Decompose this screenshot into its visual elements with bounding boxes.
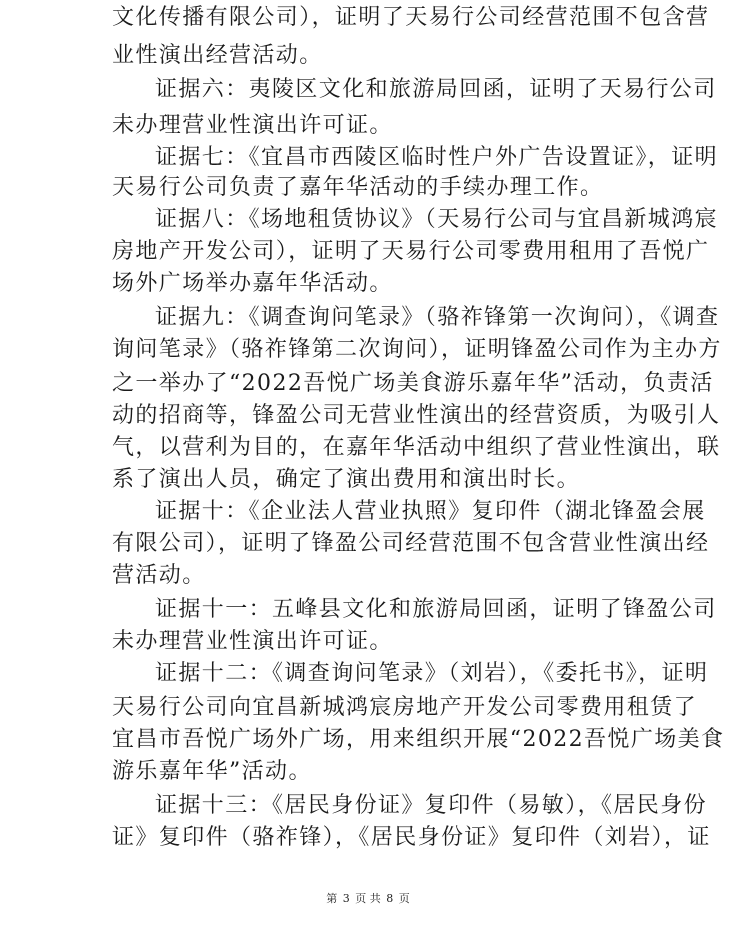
page-suffix: 页 — [398, 892, 410, 905]
text-line: 未办理营业性演出许可证。 — [112, 629, 393, 654]
text-line: 场外广场举办嘉年华活动。 — [112, 271, 393, 296]
text-line: 证据六：夷陵区文化和旅游局回函，证明了天易行公司 — [155, 77, 717, 102]
text-line: 证》复印件（骆祚锋），《居民身份证》复印件（刘岩），证 — [112, 825, 711, 850]
text-line: 未办理营业性演出许可证。 — [112, 113, 393, 138]
text-line: 营活动。 — [112, 563, 206, 588]
text-line: 之一举办了“2022吾悦广场美食游乐嘉年华”活动，负责活 — [112, 371, 714, 396]
text-line: 宜昌市吾悦广场外广场，用来组织开展“2022吾悦广场美食 — [112, 727, 725, 752]
page-prefix: 第 — [326, 892, 338, 905]
text-line: 证据十二：《调查询问笔录》（刘岩），《委托书》，证明 — [155, 661, 709, 686]
text-line: 业性演出经营活动。 — [112, 43, 323, 68]
page-middle: 页 共 — [355, 892, 381, 905]
text-line: 游乐嘉年华”活动。 — [112, 759, 312, 784]
text-line: 证据十三：《居民身份证》复印件（易敏），《居民身份 — [155, 793, 708, 818]
text-line: 证据八：《场地租赁协议》（天易行公司与宜昌新城鸿宸 — [155, 207, 719, 232]
page-number-footer — [0, 892, 736, 906]
text-line: 气，以营利为目的，在嘉年华活动中组织了营业性演出，联 — [112, 435, 721, 460]
text-line: 系了演出人员，确定了演出费用和演出时长。 — [112, 467, 581, 492]
text-line: 动的招商等，锋盈公司无营业性演出的经营资质，为吸引人 — [112, 403, 721, 428]
text-line: 证据七：《宜昌市西陵区临时性户外广告设置证》，证明 — [155, 145, 719, 170]
text-line: 房地产开发公司），证明了天易行公司零费用租用了吾悦广 — [112, 239, 710, 264]
text-line: 证据十：《企业法人营业执照》复印件（湖北锋盈会展 — [155, 499, 706, 524]
text-line: 证据九：《调查询问笔录》（骆祚锋第一次询问），《调查 — [155, 305, 720, 330]
page-total: 8 — [386, 892, 394, 905]
text-line: 天易行公司负责了嘉年华活动的手续办理工作。 — [112, 175, 604, 200]
text-line: 询问笔录》（骆祚锋第二次询问），证明锋盈公司作为主办方 — [112, 337, 722, 362]
text-line: 证据十一：五峰县文化和旅游局回函，证明了锋盈公司 — [155, 597, 717, 622]
text-line: 有限公司），证明了锋盈公司经营范围不包含营业性演出经 — [112, 531, 710, 556]
text-line: 天易行公司向宜昌新城鸿宸房地产开发公司零费用租赁了 — [112, 695, 698, 720]
page-current: 3 — [342, 892, 350, 905]
text-line: 文化传播有限公司），证明了天易行公司经营范围不包含营 — [112, 5, 710, 30]
